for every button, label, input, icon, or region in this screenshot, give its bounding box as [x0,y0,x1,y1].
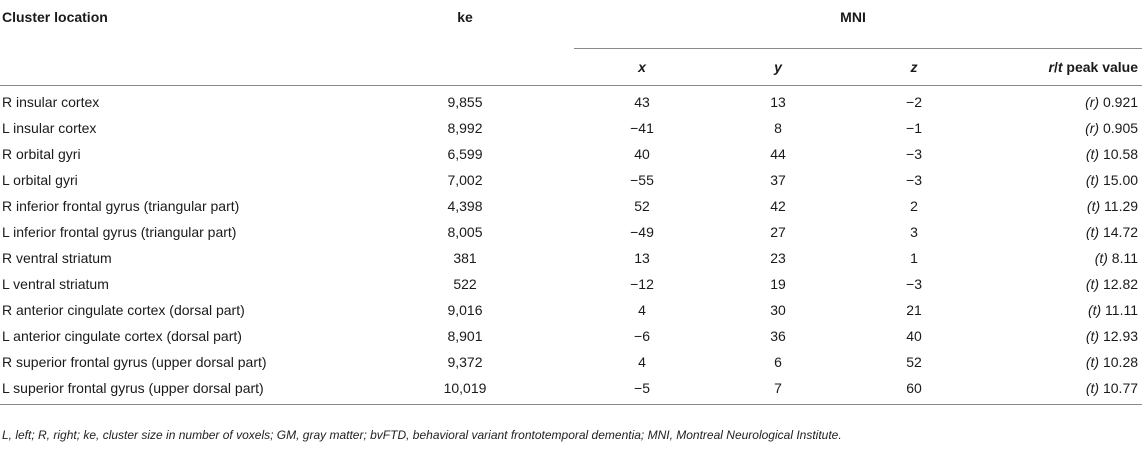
cell-cluster-location: L anterior cingulate cortex (dorsal part) [2,328,242,344]
cell-x: −55 [630,172,654,188]
cell-ke: 7,002 [447,172,483,188]
cell-peak-stat: (t) [1085,224,1100,240]
header-x: x [574,49,710,86]
table-row [0,297,1142,323]
cell-peak-number: 14.72 [1099,224,1139,240]
cell-ke: 8,992 [447,120,483,136]
header-cluster-location: Cluster location [2,9,108,25]
cell-ke: 522 [453,276,477,292]
table-row [0,349,1142,375]
cell-cluster-location: R anterior cingulate cortex (dorsal part) [2,302,245,318]
cell-z: −1 [906,120,922,136]
cell-cluster-location: L orbital gyri [2,172,78,188]
cell-peak-number: 12.93 [1099,328,1139,344]
cell-y: 44 [770,146,786,162]
table-row [0,141,1142,167]
cell-ke: 381 [453,250,477,266]
cell-z: −3 [906,172,922,188]
table-row [0,245,1142,271]
cell-peak-stat: (t) [1085,146,1100,162]
header-mni-extension [982,0,1142,49]
cell-peak-number: 0.921 [1099,94,1139,110]
table-row [0,375,1142,405]
header-peak-value [982,49,1142,86]
cell-peak-stat: (r) [1085,120,1100,136]
cell-cluster-location: L ventral striatum [2,276,109,292]
cell-peak-number: 12.82 [1099,276,1139,292]
table-footnote: L, left; R, right; ke, cluster size in number of voxels; GM, gray matter; bvFTD, behavioral variant frontotemporal dementia; MNI, Montreal Neurological Institute. [2,428,842,442]
cell-ke: 8,005 [447,224,483,240]
cell-cluster-location: R ventral striatum [2,250,112,266]
cell-cluster-location: R superior frontal gyrus (upper dorsal part) [2,354,267,370]
cell-y: 42 [770,198,786,214]
cell-cluster-location: L inferior frontal gyrus (triangular part) [2,224,237,240]
header-peak-suffix: peak value [1062,59,1139,75]
cell-peak-value [982,193,1142,219]
cell-z: 40 [906,328,922,344]
cell-peak-value [982,245,1142,271]
cell-peak-stat: (t) [1085,380,1100,396]
cell-peak-value [982,167,1142,193]
cell-y: 37 [770,172,786,188]
cell-peak-stat: (t) [1085,354,1100,370]
table-header [0,0,1142,86]
cell-peak-value [982,115,1142,141]
cell-y: 30 [770,302,786,318]
cell-peak-number: 0.905 [1099,120,1139,136]
table-body [0,86,1142,405]
cell-peak-stat: (t) [1086,198,1101,214]
cell-peak-number: 8.11 [1107,250,1139,266]
cell-x: 4 [638,354,646,370]
cell-ke: 10,019 [356,375,574,405]
cell-y: 23 [770,250,786,266]
cell-x: −12 [630,276,654,292]
cell-y: 6 [774,354,782,370]
cell-ke: 6,599 [447,146,483,162]
cell-ke: 9,855 [447,94,483,110]
cell-ke: 4,398 [447,198,483,214]
header-y: y [710,49,846,86]
cell-peak-number: 11.11 [1101,302,1139,318]
cell-z: −3 [906,146,922,162]
cell-z: −2 [906,94,922,110]
header-blank-ke [356,49,574,86]
table-row [0,115,1142,141]
table-row [0,193,1142,219]
cell-peak-value [982,375,1142,405]
cell-x: 43 [634,94,650,110]
cell-x: 40 [634,146,650,162]
cell-peak-stat: (t) [1085,276,1100,292]
table-row [0,323,1142,349]
cell-x: 52 [634,198,650,214]
cell-peak-number: 15.00 [1099,172,1139,188]
cell-cluster-location: L superior frontal gyrus (upper dorsal part) [0,375,356,405]
cell-y: 8 [774,120,782,136]
cell-z: 60 [846,375,982,405]
cell-peak-stat: (r) [1085,94,1100,110]
table-row [0,219,1142,245]
cell-peak-stat: (t) [1087,302,1102,318]
cell-peak-stat: (t) [1094,250,1108,266]
table-row [0,271,1142,297]
cell-y: 13 [770,94,786,110]
cell-peak-value [982,297,1142,323]
cell-y: 36 [770,328,786,344]
cell-ke: 8,901 [447,328,483,344]
cell-y: 7 [710,375,846,405]
cell-peak-value [982,219,1142,245]
header-blank-location [0,49,356,86]
cell-x: −5 [574,375,710,405]
cell-ke: 9,372 [447,354,483,370]
cell-peak-value [982,271,1142,297]
cell-x: −41 [630,120,654,136]
cell-cluster-location: R insular cortex [2,94,100,110]
cell-z: 52 [906,354,922,370]
cell-x: 4 [638,302,646,318]
cell-ke: 9,016 [447,302,483,318]
cell-z: 2 [910,198,918,214]
cell-peak-value [982,349,1142,375]
header-peak-r: r [1048,59,1054,75]
table-row [0,167,1142,193]
header-mni: MNI [574,0,982,49]
cell-y: 19 [770,276,786,292]
cell-z: 1 [910,250,918,266]
cell-cluster-location: L insular cortex [2,120,97,136]
cell-peak-number: 10.28 [1099,354,1139,370]
header-peak-sep: / [1053,59,1058,75]
header-peak-t: t [1057,59,1063,75]
cell-cluster-location: R inferior frontal gyrus (triangular part) [2,198,240,214]
cell-peak-number: 11.29 [1100,198,1139,214]
cell-peak-value [982,141,1142,167]
cell-z: 21 [906,302,922,318]
header-z: z [846,49,982,86]
cell-peak-number: 10.77 [1099,380,1139,396]
cell-y: 27 [770,224,786,240]
cell-x: 13 [634,250,650,266]
cell-x: −49 [630,224,654,240]
header-ke: ke [457,9,473,25]
cell-x: −6 [634,328,650,344]
table-row [0,86,1142,116]
cell-peak-stat: (t) [1085,172,1100,188]
cell-z: 3 [910,224,918,240]
cell-peak-value [982,86,1142,116]
cell-peak-stat: (t) [1085,328,1100,344]
cell-cluster-location: R orbital gyri [2,146,81,162]
cell-peak-number: 10.58 [1099,146,1139,162]
cell-z: −3 [906,276,922,292]
cell-peak-value [982,323,1142,349]
